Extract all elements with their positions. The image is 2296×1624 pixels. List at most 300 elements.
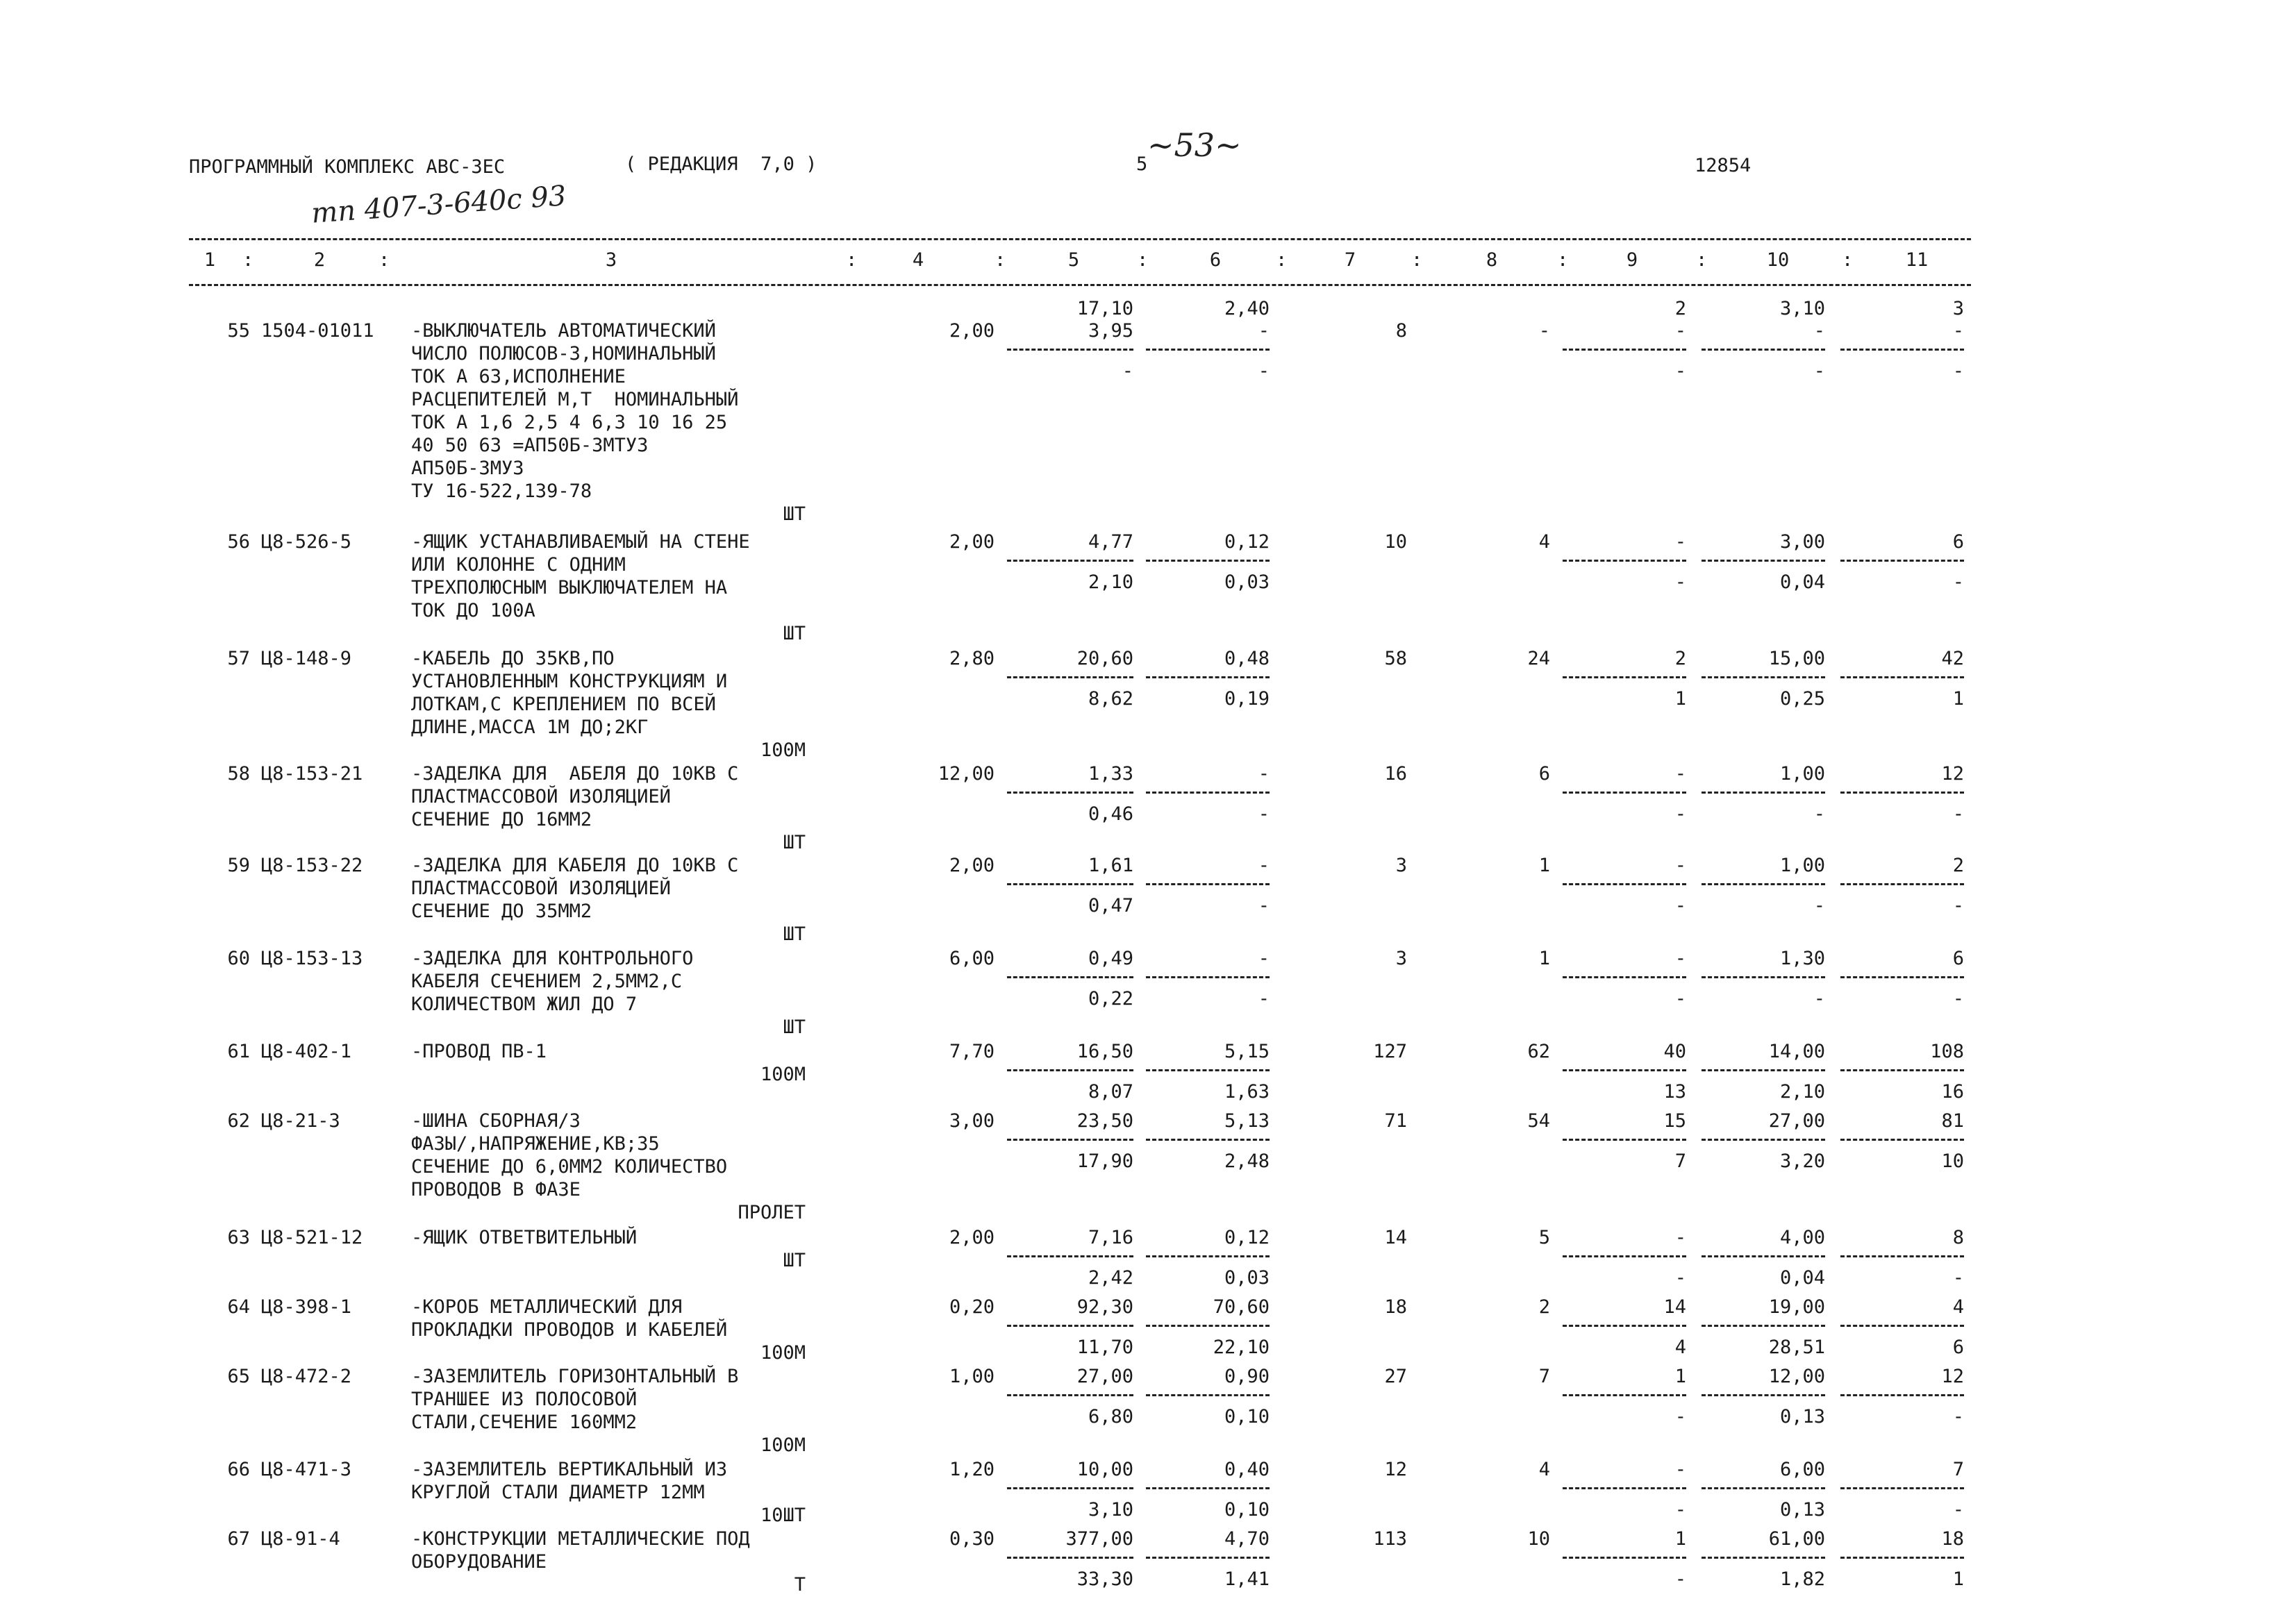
- row-c6-divider: [1146, 883, 1270, 885]
- row-col4: 0,30: [949, 1528, 995, 1550]
- row-c9: -: [1674, 320, 1686, 342]
- row-c11-bottom: -: [1952, 1267, 1964, 1289]
- row-description-line: СЕЧЕНИЕ ДО 16ММ2: [411, 809, 592, 830]
- program-title: ПРОГРАММНЫЙ КОМПЛЕКС АВС-3ЕС: [189, 156, 506, 178]
- row-unit: ШТ: [783, 623, 806, 644]
- column-separator: :: [1696, 249, 1708, 271]
- row-c6-bottom: 22,10: [1213, 1337, 1270, 1358]
- row-c6-bottom: -: [1258, 895, 1270, 916]
- row-c5-divider: [1007, 349, 1133, 351]
- row-col8: 1: [1538, 855, 1550, 876]
- row-c6-bottom: -: [1258, 360, 1270, 382]
- row-c5-top: 17,10: [1076, 298, 1133, 319]
- row-c10-bottom: 0,13: [1779, 1406, 1825, 1428]
- row-c11-bottom: -: [1952, 571, 1964, 593]
- row-number: 58: [227, 763, 250, 785]
- row-col8: 24: [1527, 648, 1550, 669]
- row-c9-divider: [1563, 1139, 1686, 1141]
- row-c10: 1,00: [1779, 763, 1825, 785]
- column-number: 1: [203, 249, 216, 271]
- row-c9: 1: [1674, 1366, 1686, 1387]
- row-c10-bottom: 0,04: [1779, 1267, 1825, 1289]
- row-description-line: ИЛИ КОЛОННЕ С ОДНИМ: [411, 554, 626, 576]
- row-col4: 2,00: [949, 855, 995, 876]
- row-c6: 0,12: [1224, 531, 1270, 553]
- row-c5-bottom: 2,42: [1088, 1267, 1133, 1289]
- row-c11: 8: [1952, 1227, 1964, 1248]
- row-c9-bottom: -: [1674, 988, 1686, 1010]
- row-code: Ц8-148-9: [261, 648, 352, 669]
- row-c5: 7,16: [1088, 1227, 1133, 1248]
- row-col8: 4: [1538, 1459, 1550, 1480]
- row-c10: 61,00: [1768, 1528, 1825, 1550]
- row-code: Ц8-471-3: [261, 1459, 352, 1480]
- row-col7: 10: [1384, 531, 1407, 553]
- row-c5-bottom: 11,70: [1076, 1337, 1133, 1358]
- row-c5: 27,00: [1076, 1366, 1133, 1387]
- row-code: Ц8-398-1: [261, 1296, 352, 1318]
- row-description-line: -ЗАЗЕМЛИТЕЛЬ ВЕРТИКАЛЬНЫЙ ИЗ: [411, 1459, 728, 1480]
- edition-label: ( РЕДАКЦИЯ 7,0 ): [625, 153, 817, 175]
- row-c9-bottom: 7: [1674, 1150, 1686, 1172]
- row-c6: 70,60: [1213, 1296, 1270, 1318]
- row-c9-divider: [1563, 1394, 1686, 1396]
- row-col4: 2,00: [949, 1227, 995, 1248]
- row-c11-divider: [1840, 1069, 1964, 1071]
- row-c6-bottom: 0,10: [1224, 1406, 1270, 1428]
- row-number: 55: [227, 320, 250, 342]
- row-c9-divider: [1563, 349, 1686, 351]
- row-c11-divider: [1840, 1557, 1964, 1559]
- row-description-line: ОБОРУДОВАНИЕ: [411, 1551, 547, 1573]
- row-c9-divider: [1563, 560, 1686, 562]
- row-c5-bottom: 0,22: [1088, 988, 1133, 1010]
- row-c6-divider: [1146, 676, 1270, 678]
- column-separator: :: [1557, 249, 1569, 271]
- row-c9-bottom: -: [1674, 360, 1686, 382]
- row-c5-divider: [1007, 976, 1133, 978]
- row-c11-bottom: 1: [1952, 688, 1964, 710]
- row-description-line: -ЗАДЕЛКА ДЛЯ КОНТРОЛЬНОГО: [411, 948, 694, 969]
- row-c11-bottom: -: [1952, 1499, 1964, 1521]
- row-c11: 81: [1941, 1110, 1964, 1132]
- row-c10-bottom: -: [1813, 895, 1825, 916]
- row-c6-bottom: 0,03: [1224, 1267, 1270, 1289]
- row-c5: 23,50: [1076, 1110, 1133, 1132]
- row-col7: 8: [1395, 320, 1407, 342]
- row-col4: 1,20: [949, 1459, 995, 1480]
- row-c10: 14,00: [1768, 1041, 1825, 1062]
- column-number: 4: [912, 249, 924, 271]
- row-c9-divider: [1563, 976, 1686, 978]
- row-col8: 7: [1538, 1366, 1550, 1387]
- row-c5-divider: [1007, 1557, 1133, 1559]
- row-col7: 71: [1384, 1110, 1407, 1132]
- row-col7: 127: [1373, 1041, 1407, 1062]
- row-description-line: АП50Б-3МУ3: [411, 458, 524, 479]
- row-c10: 12,00: [1768, 1366, 1825, 1387]
- row-c5-bottom: 0,47: [1088, 895, 1133, 916]
- row-number: 61: [227, 1041, 250, 1062]
- row-col8: 54: [1527, 1110, 1550, 1132]
- row-c6: 5,15: [1224, 1041, 1270, 1062]
- row-c9-divider: [1563, 676, 1686, 678]
- row-c10-bottom: 0,13: [1779, 1499, 1825, 1521]
- row-c9: -: [1674, 1227, 1686, 1248]
- row-c10-divider: [1702, 349, 1825, 351]
- row-description-line: СТАЛИ,СЕЧЕНИЕ 160ММ2: [411, 1412, 638, 1433]
- row-col8: 5: [1538, 1227, 1550, 1248]
- row-c9-bottom: -: [1674, 571, 1686, 593]
- row-c10: 1,30: [1779, 948, 1825, 969]
- row-col4: 2,80: [949, 648, 995, 669]
- row-c9: 2: [1674, 648, 1686, 669]
- row-c6: -: [1258, 763, 1270, 785]
- row-description-line: -ПРОВОД ПВ-1: [411, 1041, 547, 1062]
- row-c10-top: 3,10: [1779, 298, 1825, 319]
- row-c10: 4,00: [1779, 1227, 1825, 1248]
- row-number: 57: [227, 648, 250, 669]
- row-c5-bottom: 8,62: [1088, 688, 1133, 710]
- row-description-line: ПРОКЛАДКИ ПРОВОДОВ И КАБЕЛЕЙ: [411, 1319, 728, 1341]
- row-number: 67: [227, 1528, 250, 1550]
- row-c10-divider: [1702, 560, 1825, 562]
- row-c11: 108: [1930, 1041, 1964, 1062]
- row-c5-divider: [1007, 1394, 1133, 1396]
- row-c9-bottom: -: [1674, 1406, 1686, 1428]
- row-c6: -: [1258, 320, 1270, 342]
- row-c11: 12: [1941, 763, 1964, 785]
- row-description-line: -ЗАЗЕМЛИТЕЛЬ ГОРИЗОНТАЛЬНЫЙ В: [411, 1366, 739, 1387]
- row-code: 1504-01011: [261, 320, 374, 342]
- row-number: 60: [227, 948, 250, 969]
- page-number-small: 5: [1136, 153, 1148, 175]
- column-separator: :: [242, 249, 254, 271]
- row-c11-bottom: -: [1952, 988, 1964, 1010]
- row-col7: 58: [1384, 648, 1407, 669]
- row-c6-bottom: 2,48: [1224, 1150, 1270, 1172]
- row-unit: ШТ: [783, 923, 806, 945]
- column-number: 2: [313, 249, 326, 271]
- row-c9-bottom: -: [1674, 1499, 1686, 1521]
- row-c9-divider: [1563, 1255, 1686, 1257]
- row-c10-bottom: 28,51: [1768, 1337, 1825, 1358]
- row-c10-bottom: 3,20: [1779, 1150, 1825, 1172]
- row-c6-divider: [1146, 1325, 1270, 1327]
- column-separator: :: [1276, 249, 1288, 271]
- header-rule-top: [189, 238, 1971, 240]
- row-c10-divider: [1702, 1557, 1825, 1559]
- row-c6-divider: [1146, 1557, 1270, 1559]
- row-c5-bottom: 17,90: [1076, 1150, 1133, 1172]
- row-col4: 7,70: [949, 1041, 995, 1062]
- row-c5-bottom: 2,10: [1088, 571, 1133, 593]
- row-c6-divider: [1146, 1069, 1270, 1071]
- row-description-line: СЕЧЕНИЕ ДО 6,0ММ2 КОЛИЧЕСТВО: [411, 1156, 728, 1178]
- row-c5: 1,33: [1088, 763, 1133, 785]
- row-c11-divider: [1840, 1139, 1964, 1141]
- row-c11-divider: [1840, 1487, 1964, 1489]
- row-c5: 4,77: [1088, 531, 1133, 553]
- row-c11-divider: [1840, 792, 1964, 794]
- row-c9: -: [1674, 948, 1686, 969]
- row-unit: 100М: [760, 1064, 806, 1085]
- row-c9-top: 2: [1674, 298, 1686, 319]
- row-number: 63: [227, 1227, 250, 1248]
- row-c5-divider: [1007, 883, 1133, 885]
- row-c10: 1,00: [1779, 855, 1825, 876]
- row-c5-divider: [1007, 1487, 1133, 1489]
- row-unit: ШТ: [783, 1250, 806, 1271]
- row-c11: 18: [1941, 1528, 1964, 1550]
- row-code: Ц8-521-12: [261, 1227, 363, 1248]
- row-col7: 113: [1373, 1528, 1407, 1550]
- row-c5-divider: [1007, 1325, 1133, 1327]
- row-description-line: ТУ 16-522,139-78: [411, 480, 592, 502]
- row-col8: 1: [1538, 948, 1550, 969]
- row-description-line: -КОНСТРУКЦИИ МЕТАЛЛИЧЕСКИЕ ПОД: [411, 1528, 750, 1550]
- row-c9: -: [1674, 855, 1686, 876]
- row-c5: 3,95: [1088, 320, 1133, 342]
- row-c11-divider: [1840, 883, 1964, 885]
- document-number: 12854: [1695, 155, 1752, 176]
- row-c5-divider: [1007, 1139, 1133, 1141]
- row-unit: 10ШТ: [760, 1505, 806, 1526]
- row-number: 56: [227, 531, 250, 553]
- row-c11: 6: [1952, 531, 1964, 553]
- row-c5-divider: [1007, 560, 1133, 562]
- row-col7: 27: [1384, 1366, 1407, 1387]
- row-code: Ц8-21-3: [261, 1110, 340, 1132]
- row-c5-bottom: 0,46: [1088, 803, 1133, 825]
- row-c6: 5,13: [1224, 1110, 1270, 1132]
- row-c6-divider: [1146, 1255, 1270, 1257]
- row-c11-divider: [1840, 349, 1964, 351]
- row-description-line: ТОК ДО 100А: [411, 600, 535, 621]
- column-separator: :: [1842, 249, 1854, 271]
- row-c9-bottom: -: [1674, 1267, 1686, 1289]
- row-c9: 1: [1674, 1528, 1686, 1550]
- row-c6-bottom: 0,10: [1224, 1499, 1270, 1521]
- row-c5-divider: [1007, 1069, 1133, 1071]
- row-code: Ц8-153-21: [261, 763, 363, 785]
- column-number: 10: [1766, 249, 1790, 271]
- row-c6: -: [1258, 948, 1270, 969]
- row-description-line: -ЗАДЕЛКА ДЛЯ КАБЕЛЯ ДО 10КВ С: [411, 855, 739, 876]
- row-c9-divider: [1563, 1325, 1686, 1327]
- column-number: 8: [1486, 249, 1498, 271]
- row-c10-divider: [1702, 883, 1825, 885]
- row-code: Ц8-153-13: [261, 948, 363, 969]
- row-number: 59: [227, 855, 250, 876]
- row-col4: 2,00: [949, 531, 995, 553]
- row-code: Ц8-91-4: [261, 1528, 340, 1550]
- row-c5-divider: [1007, 676, 1133, 678]
- row-c11-top: 3: [1952, 298, 1964, 319]
- row-unit: ШТ: [783, 503, 806, 525]
- row-unit: 100М: [760, 1434, 806, 1456]
- header-rule-bottom: [189, 284, 1971, 286]
- row-unit: ШТ: [783, 832, 806, 853]
- row-c6: 0,12: [1224, 1227, 1270, 1248]
- row-c6-top: 2,40: [1224, 298, 1270, 319]
- row-c9-divider: [1563, 883, 1686, 885]
- row-c5-bottom: 8,07: [1088, 1081, 1133, 1103]
- row-c11-bottom: 1: [1952, 1568, 1964, 1590]
- row-c11-divider: [1840, 1394, 1964, 1396]
- row-c10-bottom: -: [1813, 803, 1825, 825]
- row-unit: 100М: [760, 739, 806, 761]
- column-separator: :: [1137, 249, 1149, 271]
- row-c10-divider: [1702, 676, 1825, 678]
- row-description-line: РАСЦЕПИТЕЛЕЙ М,Т НОМИНАЛЬНЫЙ: [411, 389, 739, 410]
- row-c6-bottom: 0,03: [1224, 571, 1270, 593]
- row-c11-divider: [1840, 676, 1964, 678]
- row-c11-bottom: -: [1952, 803, 1964, 825]
- row-c9: 14: [1663, 1296, 1686, 1318]
- row-c10-bottom: -: [1813, 988, 1825, 1010]
- row-c9-bottom: -: [1674, 895, 1686, 916]
- row-c10-bottom: 0,04: [1779, 571, 1825, 593]
- column-number: 3: [605, 249, 617, 271]
- column-number: 6: [1209, 249, 1222, 271]
- row-description-line: ТОК А 63,ИСПОЛНЕНИЕ: [411, 366, 626, 387]
- row-c10-divider: [1702, 976, 1825, 978]
- row-c11-bottom: -: [1952, 895, 1964, 916]
- row-c11-bottom: -: [1952, 360, 1964, 382]
- row-code: Ц8-472-2: [261, 1366, 352, 1387]
- row-c11: 6: [1952, 948, 1964, 969]
- row-col7: 12: [1384, 1459, 1407, 1480]
- row-c5: 20,60: [1076, 648, 1133, 669]
- row-c9-bottom: 13: [1663, 1081, 1686, 1103]
- row-c9-divider: [1563, 1557, 1686, 1559]
- row-c10-divider: [1702, 792, 1825, 794]
- row-col4: 3,00: [949, 1110, 995, 1132]
- row-c5-bottom: 33,30: [1076, 1568, 1133, 1590]
- row-c5-bottom: -: [1122, 360, 1133, 382]
- column-number: 11: [1905, 249, 1929, 271]
- row-code: Ц8-526-5: [261, 531, 352, 553]
- row-c9-bottom: -: [1674, 1568, 1686, 1590]
- row-c6: 0,90: [1224, 1366, 1270, 1387]
- row-c11: 12: [1941, 1366, 1964, 1387]
- row-description-line: КАБЕЛЯ СЕЧЕНИЕМ 2,5ММ2,С: [411, 971, 683, 992]
- column-separator: :: [995, 249, 1006, 271]
- row-c10: -: [1813, 320, 1825, 342]
- row-c11-bottom: 10: [1941, 1150, 1964, 1172]
- row-c10-divider: [1702, 1255, 1825, 1257]
- row-c5: 0,49: [1088, 948, 1133, 969]
- row-description-line: ТРАНШЕЕ ИЗ ПОЛОСОВОЙ: [411, 1389, 638, 1410]
- row-col7: 18: [1384, 1296, 1407, 1318]
- row-col4: 6,00: [949, 948, 995, 969]
- row-col4: 0,20: [949, 1296, 995, 1318]
- row-number: 64: [227, 1296, 250, 1318]
- row-description-line: ТРЕХПОЛЮСНЫМ ВЫКЛЮЧАТЕЛЕМ НА: [411, 577, 728, 598]
- row-description-line: -ЯЩИК ОТВЕТВИТЕЛЬНЫЙ: [411, 1227, 638, 1248]
- row-description-line: 40 50 63 =АП50Б-3МТУ3: [411, 435, 649, 456]
- row-description-line: КОЛИЧЕСТВОМ ЖИЛ ДО 7: [411, 994, 638, 1015]
- row-c10-bottom: 2,10: [1779, 1081, 1825, 1103]
- row-unit: ШТ: [783, 1016, 806, 1038]
- row-c11: 4: [1952, 1296, 1964, 1318]
- row-col8: 6: [1538, 763, 1550, 785]
- row-c9-divider: [1563, 1487, 1686, 1489]
- row-c11-divider: [1840, 976, 1964, 978]
- row-unit: 100М: [760, 1342, 806, 1364]
- row-c10-divider: [1702, 1487, 1825, 1489]
- row-description-line: ДЛИНЕ,МАССА 1М ДО;2КГ: [411, 717, 649, 738]
- row-c5-divider: [1007, 792, 1133, 794]
- column-separator: :: [378, 249, 390, 271]
- row-c11-bottom: 6: [1952, 1337, 1964, 1358]
- row-col7: 3: [1395, 855, 1407, 876]
- row-c11: -: [1952, 320, 1964, 342]
- row-unit: ПРОЛЕТ: [738, 1202, 806, 1223]
- row-c6-bottom: 1,63: [1224, 1081, 1270, 1103]
- row-c6-bottom: 0,19: [1224, 688, 1270, 710]
- row-c10: 3,00: [1779, 531, 1825, 553]
- row-c6-divider: [1146, 1487, 1270, 1489]
- row-col7: 16: [1384, 763, 1407, 785]
- row-c10-bottom: 1,82: [1779, 1568, 1825, 1590]
- row-c10: 6,00: [1779, 1459, 1825, 1480]
- row-description-line: УСТАНОВЛЕННЫМ КОНСТРУКЦИЯМ И: [411, 671, 728, 692]
- row-description-line: КРУГЛОЙ СТАЛИ ДИАМЕТР 12ММ: [411, 1482, 705, 1503]
- row-c10: 15,00: [1768, 648, 1825, 669]
- row-c6: -: [1258, 855, 1270, 876]
- row-c10: 27,00: [1768, 1110, 1825, 1132]
- row-c9-bottom: 1: [1674, 688, 1686, 710]
- row-code: Ц8-153-22: [261, 855, 363, 876]
- row-c11: 2: [1952, 855, 1964, 876]
- row-c11-divider: [1840, 1255, 1964, 1257]
- row-c5-bottom: 3,10: [1088, 1499, 1133, 1521]
- row-c10-divider: [1702, 1325, 1825, 1327]
- column-separator: :: [846, 249, 858, 271]
- row-c10-bottom: 0,25: [1779, 688, 1825, 710]
- row-c6-bottom: 1,41: [1224, 1568, 1270, 1590]
- row-c10-divider: [1702, 1069, 1825, 1071]
- row-description-line: ПЛАСТМАССОВОЙ ИЗОЛЯЦИЕЙ: [411, 878, 671, 899]
- column-number: 7: [1344, 249, 1356, 271]
- row-description-line: -КАБЕЛЬ ДО 35КВ,ПО: [411, 648, 615, 669]
- row-c6: 0,48: [1224, 648, 1270, 669]
- row-c9-bottom: -: [1674, 803, 1686, 825]
- row-c9-divider: [1563, 792, 1686, 794]
- row-c5: 1,61: [1088, 855, 1133, 876]
- row-description-line: ЛОТКАМ,С КРЕПЛЕНИЕМ ПО ВСЕЙ: [411, 694, 716, 715]
- row-description-line: -ЗАДЕЛКА ДЛЯ АБЕЛЯ ДО 10КВ С: [411, 763, 739, 785]
- row-unit: Т: [794, 1574, 806, 1596]
- row-c6-divider: [1146, 560, 1270, 562]
- row-c9-bottom: 4: [1674, 1337, 1686, 1358]
- row-c6: 0,40: [1224, 1459, 1270, 1480]
- row-description-line: -КОРОБ МЕТАЛЛИЧЕСКИЙ ДЛЯ: [411, 1296, 683, 1318]
- row-c6: 4,70: [1224, 1528, 1270, 1550]
- row-c6-divider: [1146, 976, 1270, 978]
- row-number: 66: [227, 1459, 250, 1480]
- row-description-line: ТОК А 1,6 2,5 4 6,3 10 16 25: [411, 412, 728, 433]
- row-c5: 377,00: [1065, 1528, 1133, 1550]
- row-c6-divider: [1146, 792, 1270, 794]
- row-c5-bottom: 6,80: [1088, 1406, 1133, 1428]
- row-col4: 1,00: [949, 1366, 995, 1387]
- row-c5-divider: [1007, 1255, 1133, 1257]
- row-description-line: ПЛАСТМАССОВОЙ ИЗОЛЯЦИЕЙ: [411, 786, 671, 807]
- row-number: 62: [227, 1110, 250, 1132]
